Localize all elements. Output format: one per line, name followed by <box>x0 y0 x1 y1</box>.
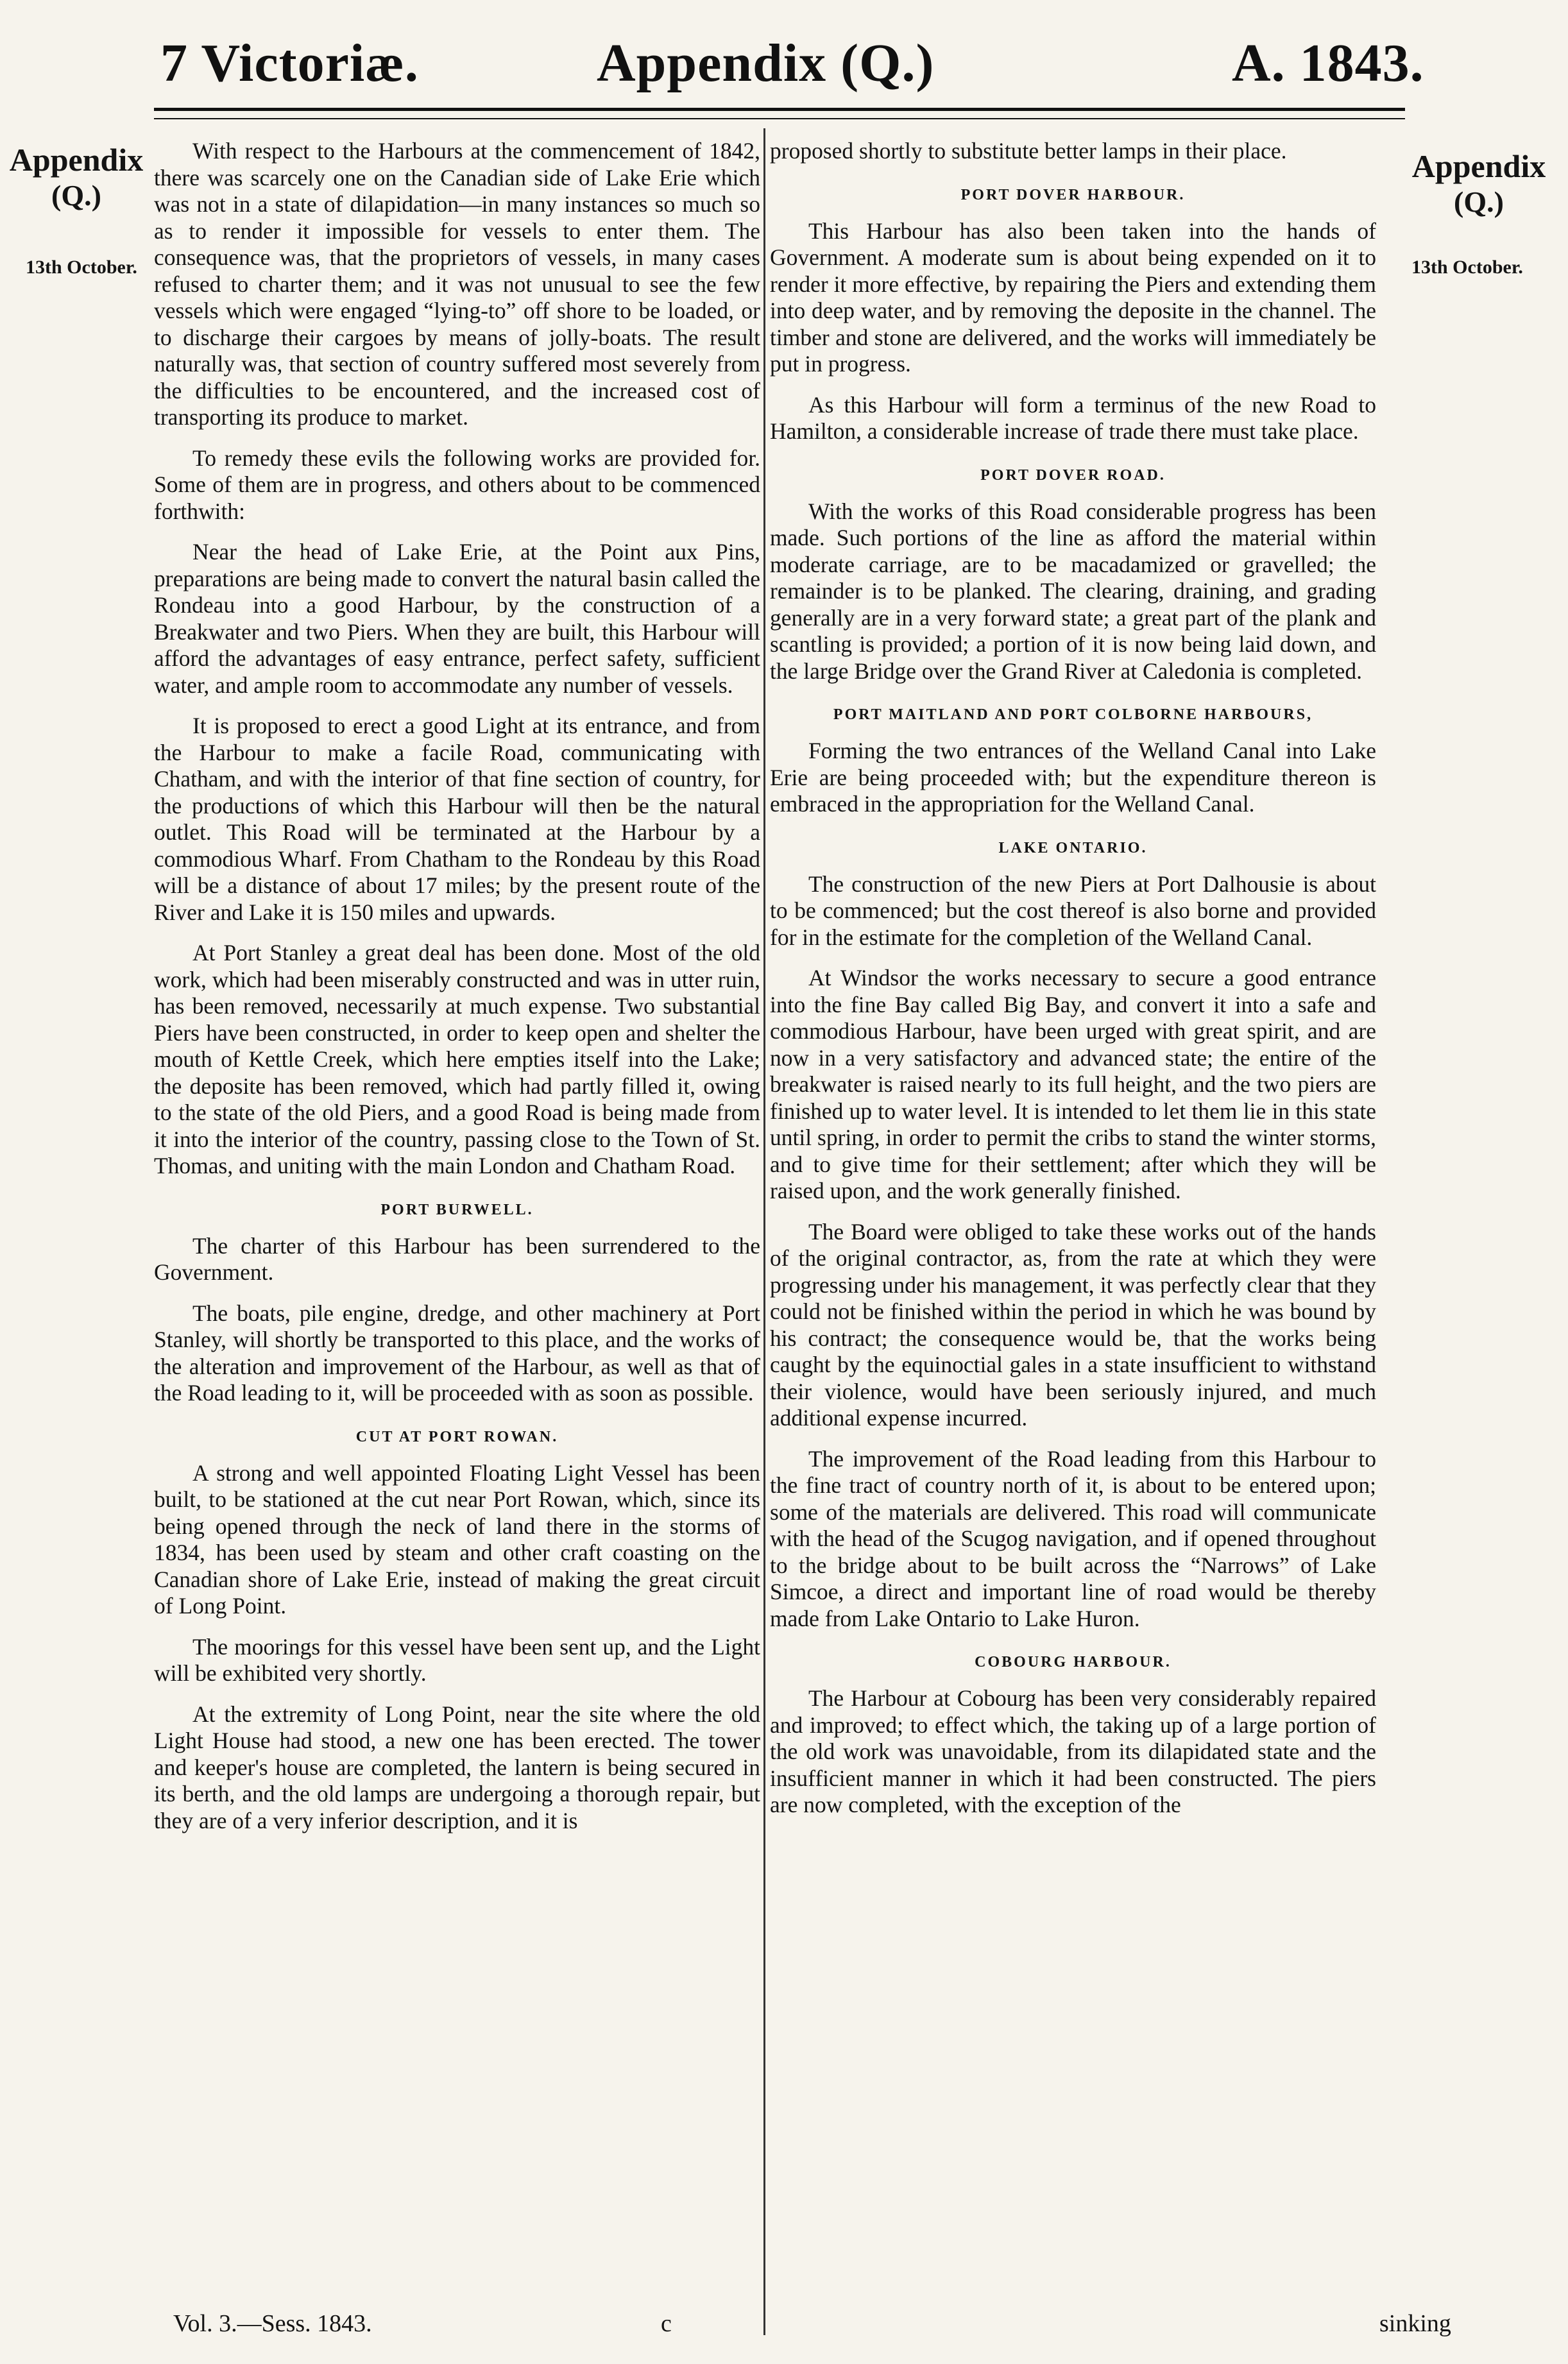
left-margin-label: Appendix <box>9 142 144 178</box>
left-column <box>154 138 760 2313</box>
paragraph: The improvement of the Road leading from this Harbour to the fine tract of country north of it, is about to be entered upon; some of the materials are delivered. This road will communicate with the head of the Scugog navigation, and if opened throughout to the bridge about to be built across the “Narrows” of Lake Simcoe, a direct and important line of road would be thereby made from Lake Ontario to Lake Huron. <box>770 1445 1376 1631</box>
right-column <box>770 138 1376 2313</box>
right-margin-date: 13th October. <box>1411 257 1523 278</box>
header-rule-thin <box>154 118 1405 119</box>
paragraph: At Windsor the works necessary to secure a good entrance into the fine Bay called Big Bay, and convert it into a safe and commodious Harbour, have been urged with great spirit, and are now in a very satisfactory and advanced state; the entire of the breakwater is raised nearly to its full height, and the two piers are finished up to water level. It is intended to let them lie in this state until spring, in order to permit the cribs to stand the winter storms, and to give time for their settlement; after which they will be raised upon, and the work generally finished. <box>770 965 1376 1203</box>
footer-catchword: sinking <box>1379 2310 1451 2337</box>
left-margin-date: 13th October. <box>26 257 137 278</box>
paragraph: The boats, pile engine, dredge, and other machinery at Port Stanley, will shortly be transported to this place, and the works of the alteration and improvement of the Harbour, as well as that of the Road leading to it, will be proceeded with as soon as possible. <box>154 1300 760 1406</box>
footer-volume: Vol. 3.—Sess. 1843. <box>173 2310 372 2337</box>
section-heading: CUT AT PORT ROWAN. <box>355 1428 559 1445</box>
paragraph: With the works of this Road considerable progress has been made. Such portions of the line as afford the material within moderate carriage, are to be macadamized or gravelled; the remainder is to be planked. The clearing, draining, and grading generally are in a very forward state; a great part of the plank and scantling is provided; a portion of it is now being laid down, and the large Bridge over the Grand River at Caledonia is completed. <box>770 498 1376 684</box>
section-heading: PORT BURWELL. <box>380 1201 534 1218</box>
section-heading: PORT DOVER HARBOUR. <box>960 186 1186 203</box>
paragraph: At the extremity of Long Point, near the site where the old Light House had stood, a new one has been erected. The tower and keeper's house are completed, the lantern is being secured in its berth, and the old lamps are undergoing a thorough repair, but they are of a very inferior description, and it is <box>154 1701 760 1833</box>
left-margin-note <box>9 141 144 212</box>
paragraph: The Harbour at Cobourg has been very considerably repaired and improved; to effect which, the taking up of a large portion of the old work was unavoidable, from its dilapidated state and the insufficient manner in which it had been constructed. The piers are now completed, with the exception of the <box>770 1685 1376 1817</box>
right-margin-sub: (Q.) <box>1454 185 1504 218</box>
paragraph: A strong and well appointed Floating Light Vessel has been built, to be stationed at the cut near Port Rowan, which, since its being opened through the neck of land there in the storms of 1834, has been used by steam and other craft coasting on the Canadian shore of Lake Erie, instead of making the great circuit of Long Point. <box>154 1459 760 1619</box>
paragraph: The charter of this Harbour has been surrendered to the Government. <box>154 1232 760 1285</box>
paragraph: The Board were obliged to take these works out of the hands of the original contractor, as, from the rate at which they were progressing under his management, it was perfectly clear that they could not be finished within the period in which he was bound by his contract; the consequence would be, that the works being caught by the equinoctial gales in a state insufficient to withstand their violence, would have been seriously injured, and much additional expense incurred. <box>770 1218 1376 1431</box>
paragraph: As this Harbour will form a terminus of the new Road to Hamilton, a considerable increase of trade there must take place. <box>770 391 1376 444</box>
paragraph: The moorings for this vessel have been sent up, and the Light will be exhibited very shortly. <box>154 1633 760 1686</box>
header-year: A. 1843. <box>1232 33 1424 93</box>
paragraph: At Port Stanley a great deal has been done. Most of the old work, which had been miserably constructed and was in utter ruin, has been removed, necessarily at much expense. Two substantial Piers have been constructed, in order to keep open and shelter the mouth of Kettle Creek, which here empties itself into the Lake; the deposite has been removed, which had partly filled it, owing to the state of the old Piers, and a good Road is being made from it into the interior of the country, passing close to the Town of St. Thomas, and uniting with the main London and Chatham Road. <box>154 940 760 1178</box>
footer-signature-mark: c <box>661 2310 672 2337</box>
header-rule-thick <box>154 108 1405 111</box>
section-heading: COBOURG HARBOUR. <box>975 1654 1172 1671</box>
page-footer <box>173 2309 1451 2342</box>
paragraph: This Harbour has also been taken into the hands of Government. A moderate sum is about being expended on it to render it more effective, by repairing the Piers and extending them into deep water, and by removing the deposite in the channel. The timber and stone are delivered, and the works will immediately be put in progress. <box>770 217 1376 377</box>
left-margin-sub: (Q.) <box>51 179 101 212</box>
paragraph: With respect to the Harbours at the commencement of 1842, there was scarcely one on the Canadian side of Lake Erie which was not in a state of dilapidation—in many instances so much so as to render it impossible for vessels to enter them. The consequence was, that the proprietors of vessels, in many cases refused to charter them; and it was not unusual to see the few vessels which were engaged “lying-to” off shore to be loaded, or to discharge their cargoes by means of jolly-boats. The result naturally was, that section of country suffered most severely from the difficulties to be encountered, and the increased cost of transporting its produce to market. <box>154 138 760 430</box>
column-divider <box>763 128 765 2335</box>
paragraph: Near the head of Lake Erie, at the Point aux Pins, preparations are being made to convert the natural basin called the Rondeau into a good Harbour, by the construction of a Breakwater and two Piers. When they are built, this Harbour will afford the advantages of easy entrance, perfect safety, sufficient water, and ample room to accommodate any number of vessels. <box>154 539 760 698</box>
paragraph: Forming the two entrances of the Welland Canal into Lake Erie are being proceeded with; but the expenditure thereon is embraced in the appropriation for the Welland Canal. <box>770 738 1376 817</box>
section-heading: LAKE ONTARIO. <box>998 839 1148 856</box>
paragraph: proposed shortly to substitute better lamps in their place. <box>770 138 1287 164</box>
header-regnal-year: 7 Victoriæ. <box>160 33 419 93</box>
paragraph: To remedy these evils the following works are provided for. Some of them are in progress, and others about to be commenced forthwith: <box>154 445 760 524</box>
section-heading: PORT MAITLAND AND PORT COLBORNE HARBOURS, <box>833 706 1313 723</box>
paragraph: It is proposed to erect a good Light at its entrance, and from the Harbour to make a facile Road, communicating with Chatham, and with the interior of that fine section of country, for the productions of which this Harbour will then be the natural outlet. This Road will be terminated at the Harbour by a commodious Wharf. From Chatham to the Rondeau by this Road will be a distance of about 17 miles; by the present route of the River and Lake it is 150 miles and upwards. <box>154 713 760 925</box>
paragraph: The construction of the new Piers at Port Dalhousie is about to be commenced; but the cost thereof is also borne and provided for in the estimate for the completion of the Welland Canal. <box>770 871 1376 950</box>
right-margin-note <box>1411 148 1546 219</box>
page-header <box>0 12 1568 108</box>
header-appendix: Appendix (Q.) <box>597 33 935 93</box>
right-margin-label: Appendix <box>1411 148 1546 184</box>
section-heading: PORT DOVER ROAD. <box>980 466 1166 484</box>
